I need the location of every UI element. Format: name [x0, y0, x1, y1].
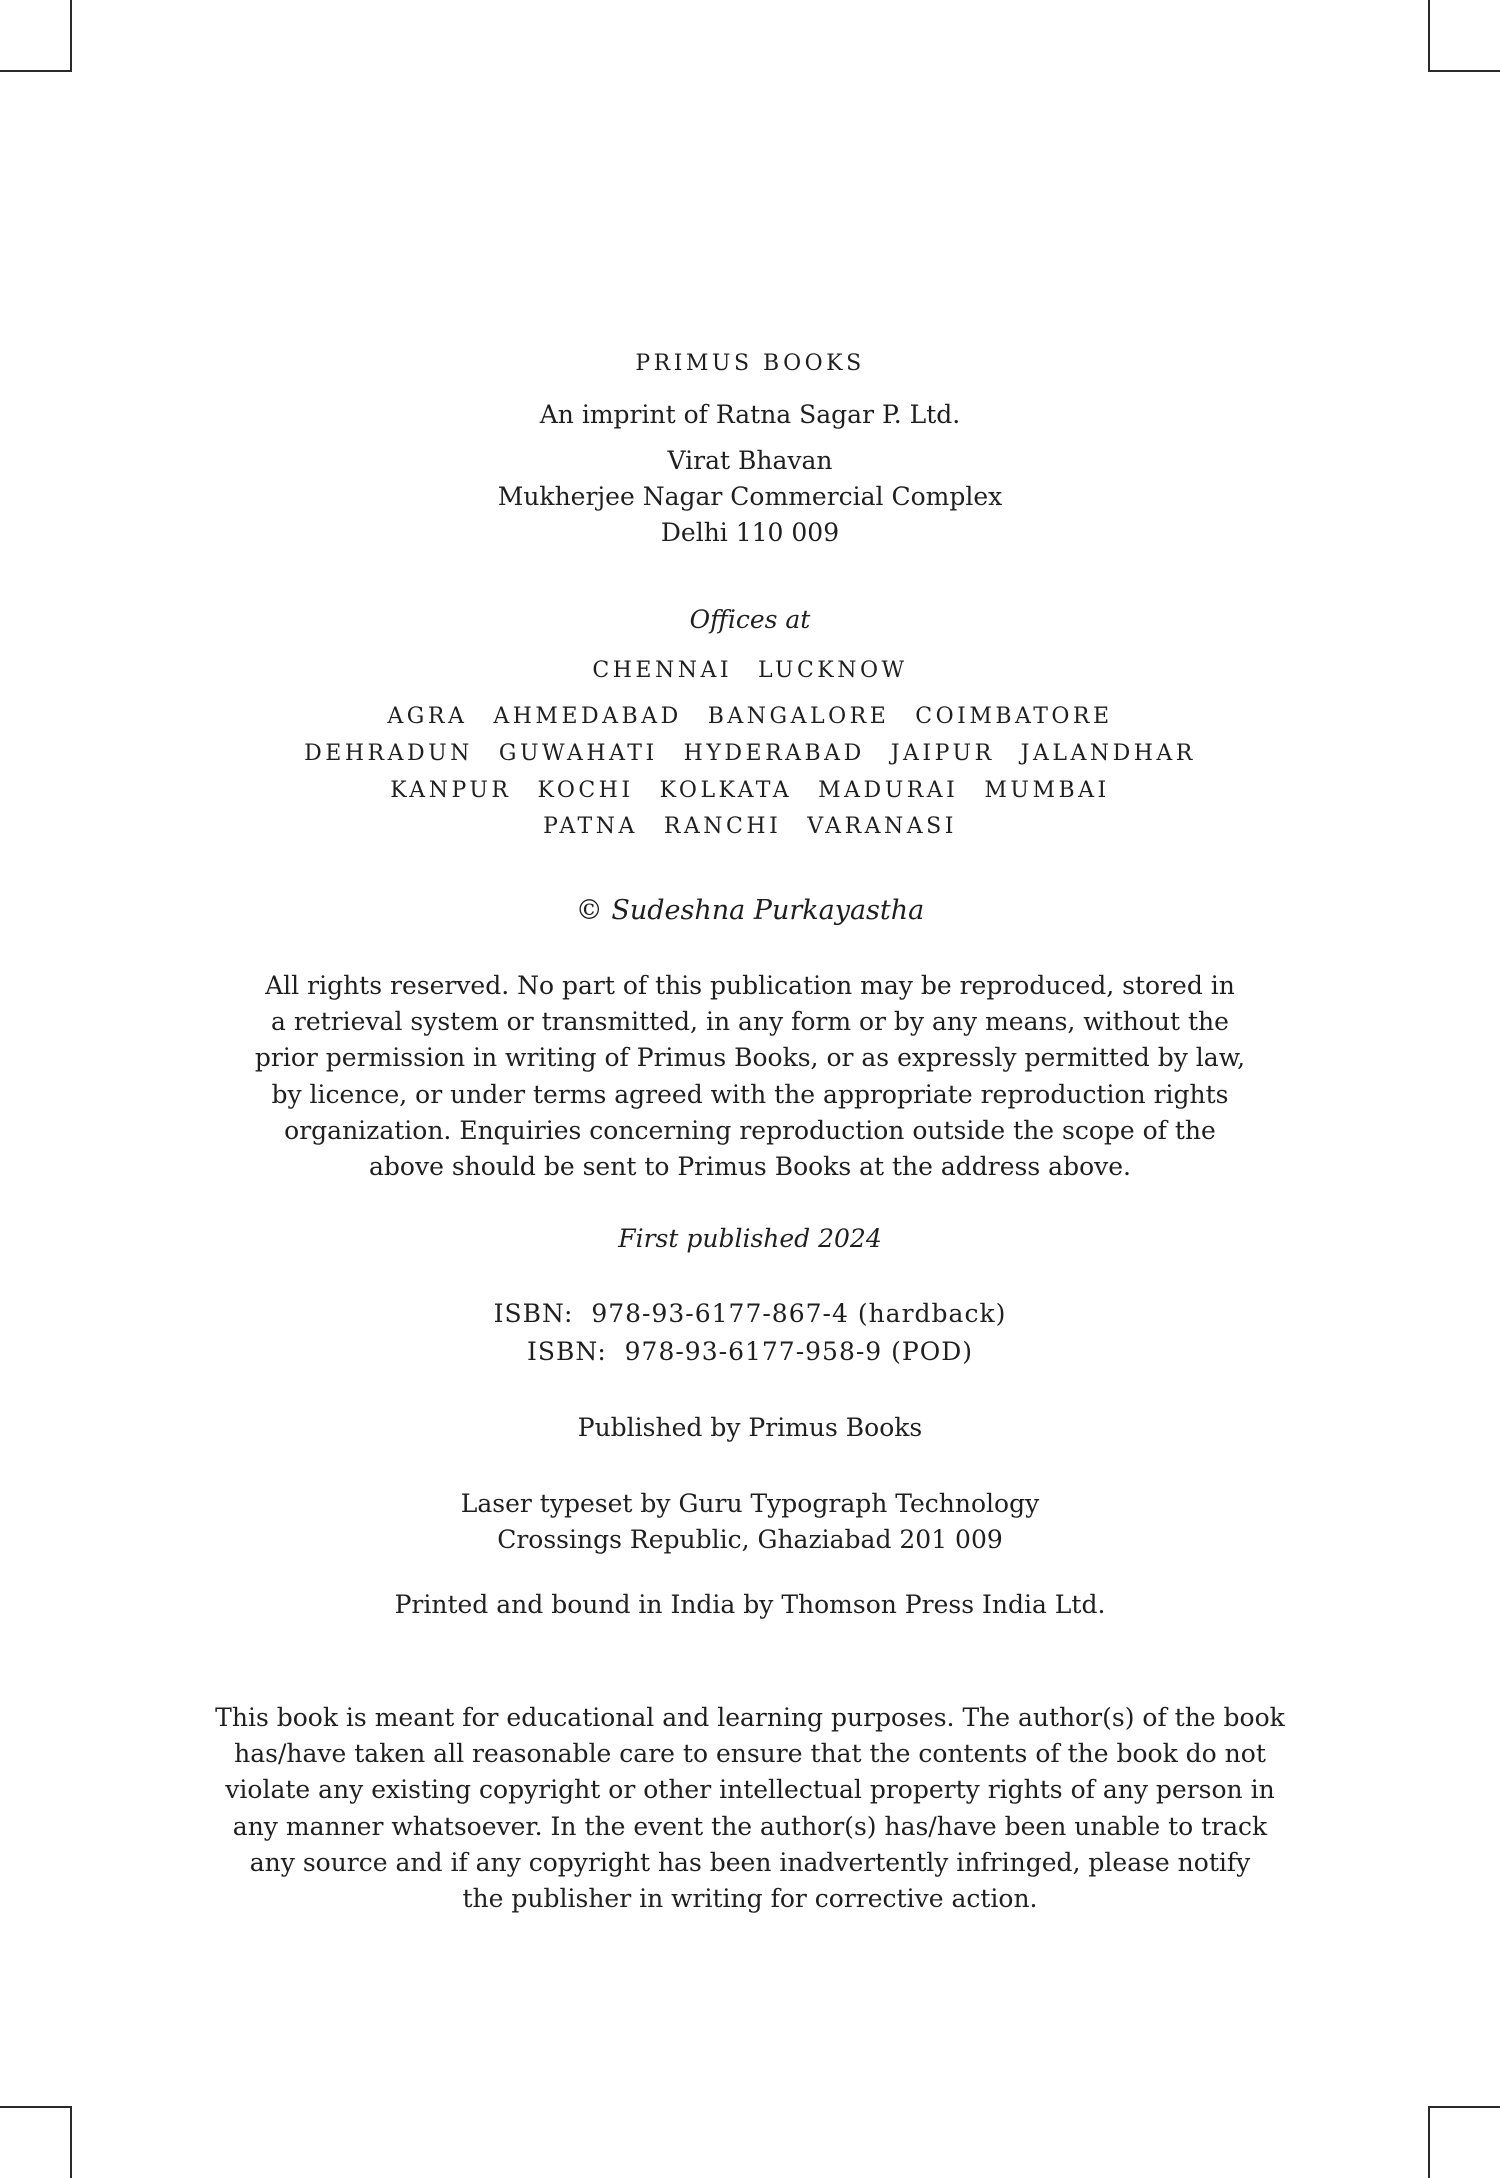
office-city: RANCHI [663, 814, 782, 839]
offices-row [0, 773, 1500, 809]
office-city: PATNA [543, 814, 638, 839]
rights-line: by licence, or under terms agreed with the appropriate reproduction rights [271, 1079, 1229, 1109]
disclaimer-line: violate any existing copyright or other intellectual property rights of any person in [225, 1775, 1275, 1805]
office-city: KOLKATA [659, 778, 793, 803]
disclaimer-line: any source and if any copyright has been inadvertently infringed, please notify [249, 1847, 1251, 1877]
office-city: MUMBAI [984, 778, 1110, 803]
disclaimer [0, 1700, 1500, 1917]
disclaimer-line: the publisher in writing for corrective action. [462, 1884, 1038, 1914]
offices-row [0, 736, 1500, 772]
office-city: CHENNAI [592, 658, 733, 683]
disclaimer-line: any manner whatsoever. In the event the author(s) has/have been unable to track [232, 1811, 1268, 1841]
offices-row [0, 653, 1500, 689]
office-city: JALANDHAR [1020, 741, 1196, 766]
office-city: KOCHI [537, 778, 634, 803]
office-city: AGRA [387, 704, 468, 729]
first-published: First published 2024 [618, 1224, 882, 1253]
office-city: KANPUR [390, 778, 512, 803]
rights-line: a retrieval system or transmitted, in any form or by any means, without the [271, 1007, 1229, 1037]
isbn-line: ISBN: 978-93-6177-958-9 (POD) [526, 1337, 974, 1366]
isbn-line: ISBN: 978-93-6177-867-4 (hardback) [493, 1299, 1007, 1328]
disclaimer-line: has/have taken all reasonable care to ensure that the contents of the book do not [234, 1739, 1266, 1769]
address-line: Mukherjee Nagar Commercial Complex [497, 482, 1003, 511]
address-line: Virat Bhavan [667, 446, 833, 475]
address-line: Delhi 110 009 [660, 518, 840, 547]
offices-row [0, 699, 1500, 735]
office-city: HYDERABAD [683, 741, 865, 766]
rights-line: prior permission in writing of Primus Books, or as expressly permitted by law, [254, 1043, 1246, 1073]
office-city: BANGALORE [707, 704, 890, 729]
office-city: JAIPUR [890, 741, 995, 766]
office-city: MADURAI [818, 778, 959, 803]
rights-line: above should be sent to Primus Books at the address above. [369, 1152, 1131, 1182]
office-city: LUCKNOW [758, 658, 908, 683]
copyright-notice: © Sudeshna Purkayastha [575, 895, 925, 926]
printer-credit: Printed and bound in India by Thomson Press India Ltd. [394, 1590, 1106, 1619]
office-city: COIMBATORE [915, 704, 1113, 729]
publisher-name: PRIMUS BOOKS [635, 351, 865, 376]
typeset-line: Crossings Republic, Ghaziabad 201 009 [497, 1525, 1003, 1554]
office-city: GUWAHATI [498, 741, 658, 766]
disclaimer-line: This book is meant for educational and learning purposes. The author(s) of the book [215, 1703, 1285, 1732]
imprint-line: An imprint of Ratna Sagar P. Ltd. [539, 400, 961, 429]
office-city: VARANASI [807, 814, 957, 839]
rights-statement [0, 968, 1500, 1185]
offices-row [0, 809, 1500, 845]
office-city: DEHRADUN [304, 741, 473, 766]
office-city: AHMEDABAD [493, 704, 682, 729]
published-by: Published by Primus Books [577, 1413, 923, 1442]
offices-heading: Offices at [689, 605, 811, 634]
rights-line: All rights reserved. No part of this publication may be reproduced, stored in [265, 971, 1235, 1000]
typeset-line: Laser typeset by Guru Typograph Technology [460, 1489, 1040, 1518]
rights-line: organization. Enquiries concerning reproduction outside the scope of the [284, 1115, 1216, 1145]
